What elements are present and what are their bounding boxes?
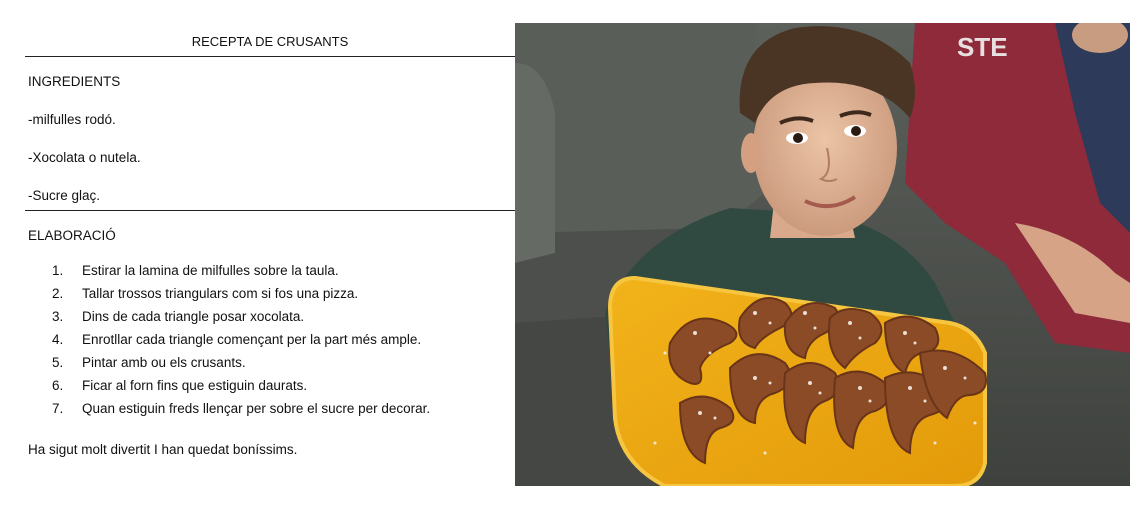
step-text: Dins de cada triangle posar xocolata. — [82, 309, 305, 324]
step-item — [52, 263, 430, 286]
step-number: 3. — [52, 309, 64, 324]
ingredient-item: -milfulles rodó. — [28, 112, 116, 127]
recipe-title: RECEPTA DE CRUSANTS — [191, 34, 349, 49]
croissant-photo — [515, 23, 1130, 486]
step-item — [52, 401, 430, 424]
step-number: 2. — [52, 286, 64, 301]
step-text: Quan estiguin freds llençar per sobre el sucre per decorar. — [82, 401, 431, 416]
step-text: Estirar la lamina de milfulles sobre la taula. — [82, 263, 339, 278]
step-item — [52, 332, 430, 355]
closing-remark: Ha sigut molt divertit I han quedat boníssims. — [28, 442, 298, 457]
sofa-armrest — [515, 63, 555, 263]
divider-top — [25, 56, 515, 57]
step-text: Enrotllar cada triangle començant per la part més ample. — [82, 332, 422, 347]
recipe-document — [0, 0, 515, 508]
ingredients-heading: INGREDIENTS — [28, 74, 121, 89]
step-number: 1. — [52, 263, 64, 278]
step-item — [52, 309, 430, 332]
step-number: 7. — [52, 401, 64, 416]
step-item — [52, 355, 430, 378]
step-text: Ficar al forn fins que estiguin daurats. — [82, 378, 308, 393]
ingredient-item: -Xocolata o nutela. — [28, 150, 141, 165]
step-item — [52, 378, 430, 401]
divider-middle — [25, 210, 515, 211]
step-number: 4. — [52, 332, 64, 347]
method-heading: ELABORACIÓ — [28, 228, 116, 243]
step-text: Tallar trossos triangulars com si fos una pizza. — [82, 286, 359, 301]
step-number: 5. — [52, 355, 64, 370]
steps-list — [52, 263, 430, 424]
ingredient-item: -Sucre glaç. — [28, 188, 101, 203]
step-number: 6. — [52, 378, 64, 393]
step-item — [52, 286, 430, 309]
pupil — [851, 126, 861, 136]
pupil — [793, 133, 803, 143]
hoodie-print: STE — [957, 32, 1008, 62]
step-text: Pintar amb ou els crusants. — [82, 355, 246, 370]
ear — [741, 133, 761, 173]
